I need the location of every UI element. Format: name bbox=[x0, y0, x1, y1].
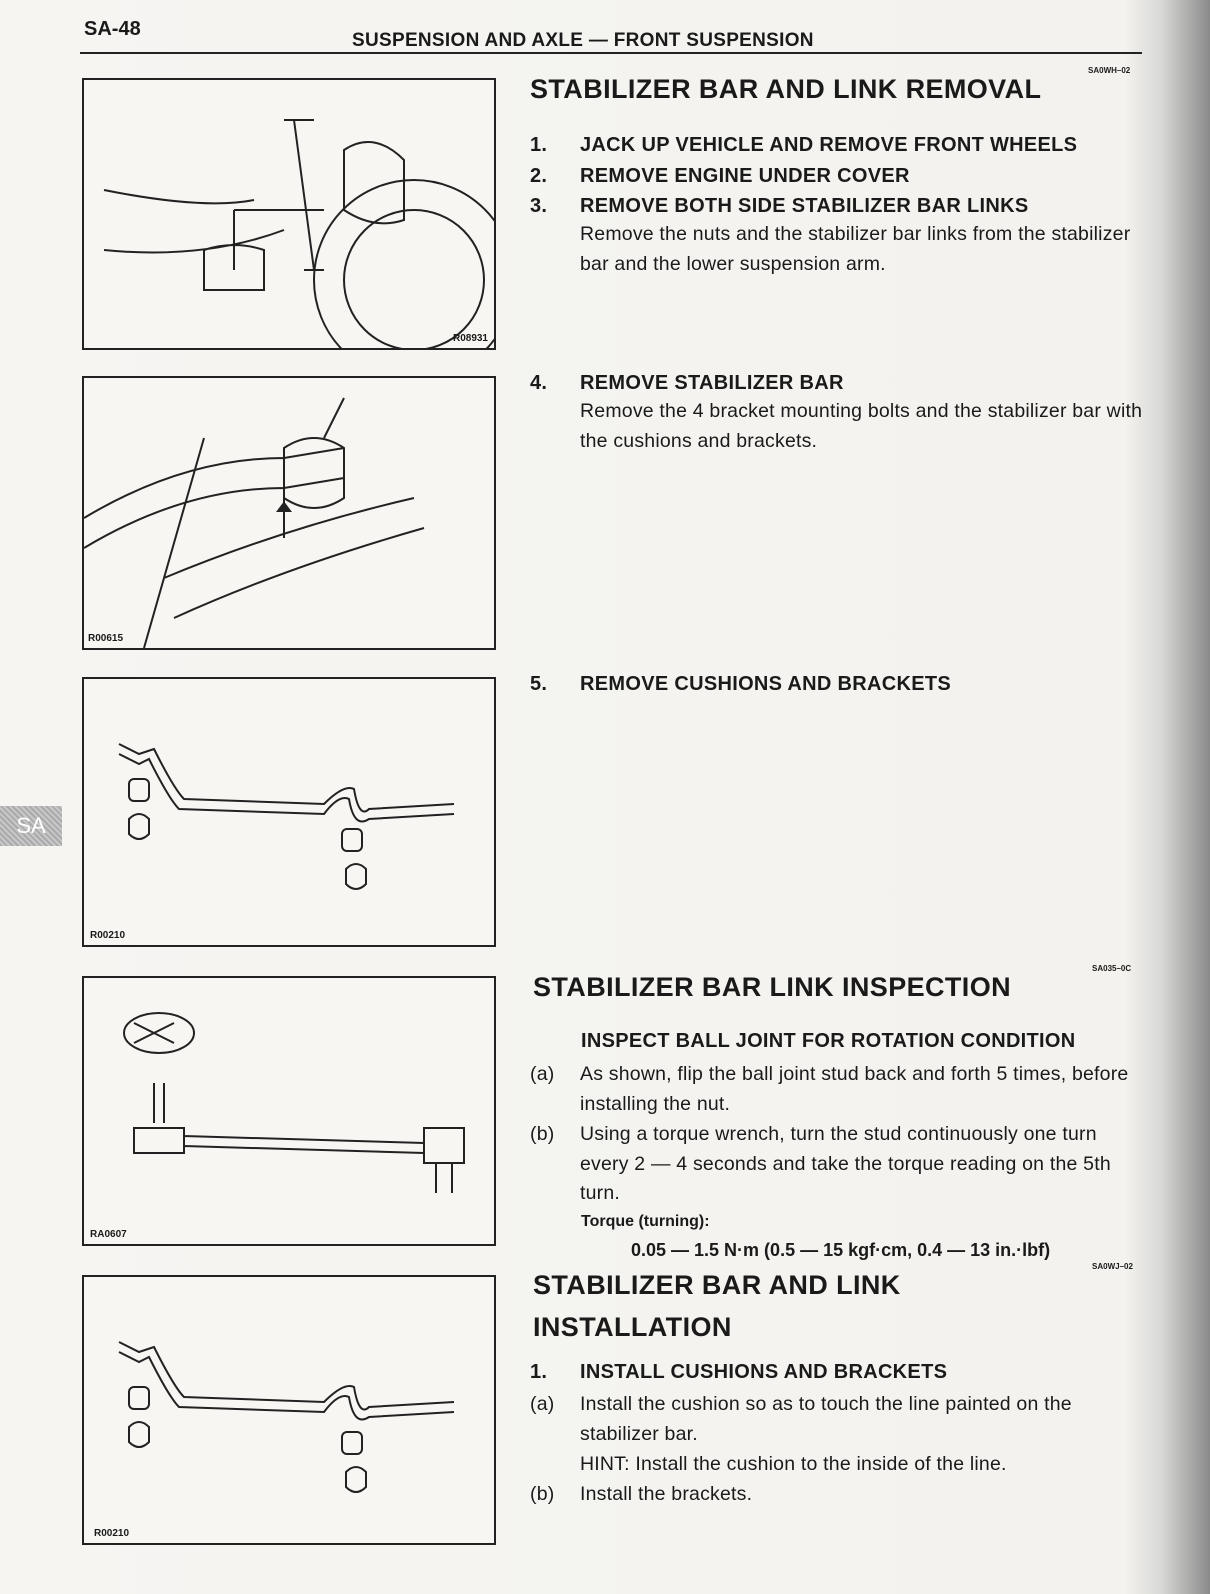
side-tab: SA bbox=[0, 806, 62, 846]
step-4 bbox=[530, 372, 1150, 456]
item-label: (b) bbox=[530, 1483, 555, 1505]
install-step-1 bbox=[530, 1361, 1150, 1384]
step-5 bbox=[530, 673, 1150, 696]
item-text: Using a torque wrench, turn the stud continuously one turn every 2 — 4 seconds and take the torque reading on the 5th turn. bbox=[580, 1123, 1111, 1204]
step-2 bbox=[530, 165, 1150, 188]
figure-link-inspection bbox=[82, 976, 496, 1246]
page-number: SA-48 bbox=[84, 18, 141, 40]
heading-removal: STABILIZER BAR AND LINK REMOVAL bbox=[530, 74, 1042, 104]
step-body: Remove the nuts and the stabilizer bar links from the stabilizer bar and the lower suspension arm. bbox=[580, 223, 1131, 275]
item-label: (b) bbox=[530, 1123, 555, 1145]
step-number: 2. bbox=[530, 165, 548, 187]
heading-inspection: STABILIZER BAR LINK INSPECTION bbox=[533, 972, 1012, 1002]
step-3 bbox=[530, 195, 1150, 279]
section-code: SA035–0C bbox=[1092, 964, 1132, 973]
step-number: 5. bbox=[530, 673, 548, 695]
inspection-subtitle: INSPECT BALL JOINT FOR ROTATION CONDITION bbox=[581, 1030, 1076, 1052]
heading-installation: STABILIZER BAR AND LINK bbox=[533, 1270, 901, 1300]
figure-cushions-brackets bbox=[82, 677, 496, 947]
step-title: REMOVE STABILIZER BAR bbox=[580, 372, 844, 394]
step-number: 3. bbox=[530, 195, 548, 217]
section-code: SA0WH–02 bbox=[1088, 66, 1131, 75]
figure-cushions-install bbox=[82, 1275, 496, 1545]
figure-bar-removal bbox=[82, 376, 496, 650]
heading-installation-line2: INSTALLATION bbox=[533, 1312, 732, 1342]
step-number: 1. bbox=[530, 1361, 548, 1383]
install-item-b bbox=[530, 1480, 1150, 1510]
figure-code: R00210 bbox=[94, 1528, 130, 1539]
figure-code: R08931 bbox=[452, 333, 488, 344]
item-text: Install the brackets. bbox=[580, 1483, 753, 1505]
install-item-a bbox=[530, 1390, 1150, 1449]
step-title: INSTALL CUSHIONS AND BRACKETS bbox=[580, 1361, 948, 1383]
figure-link-removal bbox=[82, 78, 496, 350]
step-title: JACK UP VEHICLE AND REMOVE FRONT WHEELS bbox=[580, 134, 1078, 156]
section-title: SUSPENSION AND AXLE — FRONT SUSPENSION bbox=[352, 30, 814, 51]
figure-code: R00615 bbox=[88, 633, 124, 644]
inspection-item-b bbox=[530, 1120, 1150, 1209]
item-label: (a) bbox=[530, 1393, 555, 1415]
hint-text: HINT: Install the cushion to the inside of the line. bbox=[580, 1453, 1007, 1475]
step-body: Remove the 4 bracket mounting bolts and the stabilizer bar with the cushions and brackets. bbox=[580, 400, 1143, 452]
inspection-item-a bbox=[530, 1060, 1150, 1119]
section-code: SA0WJ–02 bbox=[1092, 1262, 1133, 1271]
item-text: As shown, flip the ball joint stud back and forth 5 times, before installing the nut. bbox=[580, 1063, 1129, 1115]
torque-value: 0.05 — 1.5 N·m (0.5 — 15 kgf·cm, 0.4 — 13 in.·lbf) bbox=[631, 1240, 1051, 1260]
step-title: REMOVE CUSHIONS AND BRACKETS bbox=[580, 673, 952, 695]
torque-label: Torque (turning): bbox=[581, 1213, 710, 1230]
step-number: 4. bbox=[530, 372, 548, 394]
item-text: Install the cushion so as to touch the line painted on the stabilizer bar. bbox=[580, 1393, 1072, 1445]
figure-code: RA0607 bbox=[90, 1229, 127, 1240]
figure-code: R00210 bbox=[90, 930, 126, 941]
install-hint bbox=[530, 1450, 1150, 1480]
step-title: REMOVE BOTH SIDE STABILIZER BAR LINKS bbox=[580, 195, 1029, 217]
step-title: REMOVE ENGINE UNDER COVER bbox=[580, 165, 910, 187]
item-label: (a) bbox=[530, 1063, 555, 1085]
step-number: 1. bbox=[530, 134, 548, 156]
header-rule bbox=[80, 52, 1142, 54]
step-1 bbox=[530, 134, 1150, 157]
